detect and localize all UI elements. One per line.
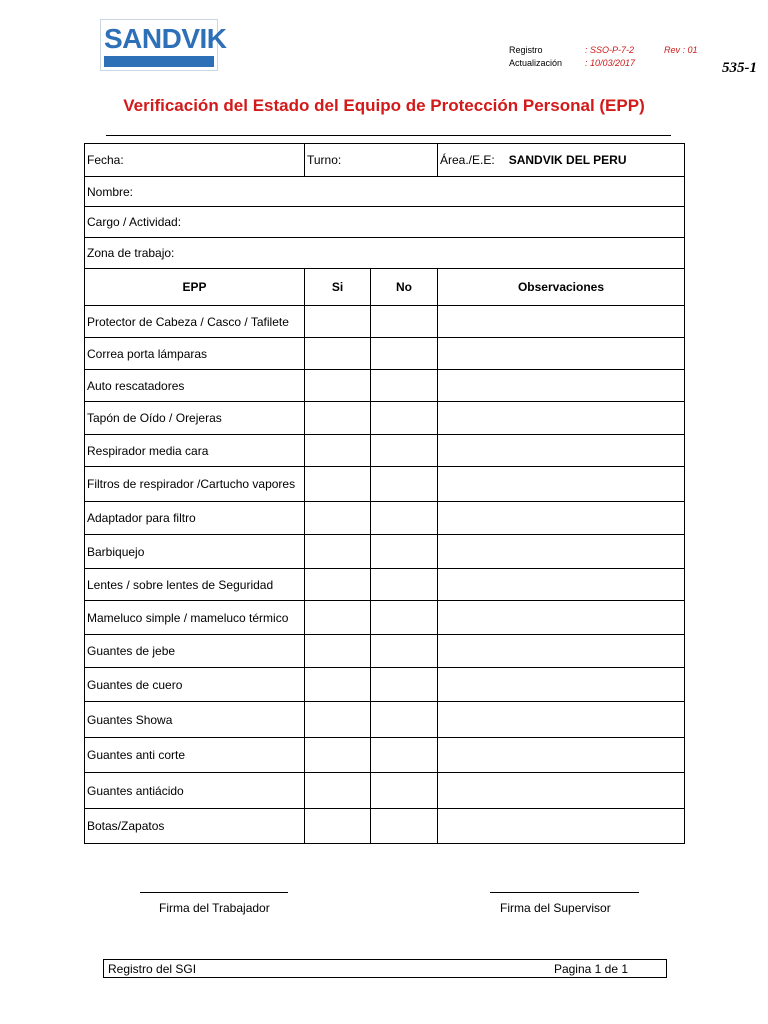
si-checkbox-cell[interactable] [305,467,371,502]
si-checkbox-cell[interactable] [305,635,371,668]
no-checkbox-cell[interactable] [371,370,438,402]
si-checkbox-cell[interactable] [305,809,371,844]
table-row [85,702,685,738]
zona-field[interactable]: Zona de trabajo: [85,238,685,269]
si-checkbox-cell[interactable] [305,702,371,738]
header-epp: EPP [85,269,305,306]
si-checkbox-cell[interactable] [305,773,371,809]
info-row [85,177,685,207]
table-row [85,338,685,370]
observaciones-cell[interactable] [438,502,685,535]
footer-page: Pagina 1 de 1 [553,962,628,976]
observaciones-cell[interactable] [438,569,685,601]
revision: Rev : 01 [664,45,698,55]
observaciones-cell[interactable] [438,338,685,370]
supervisor-signature-line [490,892,639,893]
no-checkbox-cell[interactable] [371,402,438,435]
no-checkbox-cell[interactable] [371,435,438,467]
observaciones-cell[interactable] [438,809,685,844]
no-checkbox-cell[interactable] [371,738,438,773]
page-title: Verificación del Estado del Equipo de Protección Personal (EPP) [123,96,645,115]
observaciones-cell[interactable] [438,467,685,502]
si-checkbox-cell[interactable] [305,738,371,773]
table-row [85,306,685,338]
si-checkbox-cell[interactable] [305,569,371,601]
epp-item-label: Guantes Showa [85,702,305,738]
no-checkbox-cell[interactable] [371,467,438,502]
no-checkbox-cell[interactable] [371,635,438,668]
si-checkbox-cell[interactable] [305,370,371,402]
table-row [85,635,685,668]
worker-signature-label: Firma del Trabajador [159,901,270,915]
si-checkbox-cell[interactable] [305,601,371,635]
info-row [85,238,685,269]
epp-item-label: Correa porta lámparas [85,338,305,370]
table-row [85,569,685,601]
no-checkbox-cell[interactable] [371,668,438,702]
epp-item-label: Lentes / sobre lentes de Seguridad [85,569,305,601]
observaciones-cell[interactable] [438,535,685,569]
no-checkbox-cell[interactable] [371,601,438,635]
table-row [85,502,685,535]
header-si: Si [305,269,371,306]
observaciones-cell[interactable] [438,635,685,668]
fecha-field[interactable]: Fecha: [85,144,305,177]
registro-label: Registro [509,45,543,55]
no-checkbox-cell[interactable] [371,773,438,809]
epp-item-label: Filtros de respirador /Cartucho vapores [85,467,305,502]
table-row [85,535,685,569]
si-checkbox-cell[interactable] [305,338,371,370]
footer-box [103,959,667,978]
epp-item-label: Guantes de jebe [85,635,305,668]
table-row [85,435,685,467]
registro-value: : SSO-P-7-2 [585,45,635,55]
epp-item-label: Mameluco simple / mameluco térmico [85,601,305,635]
no-checkbox-cell[interactable] [371,809,438,844]
observaciones-cell[interactable] [438,601,685,635]
observaciones-cell[interactable] [438,702,685,738]
table-row [85,738,685,773]
epp-item-label: Barbiquejo [85,535,305,569]
header-observaciones: Observaciones [438,269,685,306]
no-checkbox-cell[interactable] [371,535,438,569]
title-divider [106,135,671,136]
table-row [85,773,685,809]
si-checkbox-cell[interactable] [305,306,371,338]
observaciones-cell[interactable] [438,402,685,435]
area-field[interactable] [438,144,685,177]
document-number: 535-1 [722,60,757,76]
table-row [85,467,685,502]
epp-item-label: Respirador media cara [85,435,305,467]
si-checkbox-cell[interactable] [305,535,371,569]
sandvik-logo [100,19,227,71]
si-checkbox-cell[interactable] [305,402,371,435]
epp-item-label: Protector de Cabeza / Casco / Tafilete [85,306,305,338]
info-row [85,207,685,238]
no-checkbox-cell[interactable] [371,502,438,535]
observaciones-cell[interactable] [438,306,685,338]
info-row [85,144,685,177]
observaciones-cell[interactable] [438,435,685,467]
no-checkbox-cell[interactable] [371,569,438,601]
observaciones-cell[interactable] [438,370,685,402]
table-row [85,668,685,702]
area-value: SANDVIK DEL PERU [508,153,627,167]
table-row [85,601,685,635]
epp-item-label: Tapón de Oído / Orejeras [85,402,305,435]
area-label: Área./E.E: [440,153,495,167]
header-no: No [371,269,438,306]
no-checkbox-cell[interactable] [371,338,438,370]
epp-item-label: Auto rescatadores [85,370,305,402]
epp-form-table [84,143,685,844]
si-checkbox-cell[interactable] [305,502,371,535]
observaciones-cell[interactable] [438,738,685,773]
cargo-field[interactable]: Cargo / Actividad: [85,207,685,238]
table-header-row [85,269,685,306]
no-checkbox-cell[interactable] [371,306,438,338]
observaciones-cell[interactable] [438,773,685,809]
worker-signature-line [140,892,288,893]
table-row [85,809,685,844]
table-row [85,402,685,435]
epp-item-label: Guantes de cuero [85,668,305,702]
table-row [85,370,685,402]
nombre-field[interactable]: Nombre: [85,177,685,207]
si-checkbox-cell[interactable] [305,435,371,467]
logo-bar [104,56,214,67]
footer-left: Registro del SGI [108,962,197,976]
epp-item-label: Guantes antiácido [85,773,305,809]
epp-item-label: Guantes anti corte [85,738,305,773]
turno-field[interactable]: Turno: [305,144,438,177]
supervisor-signature-label: Firma del Supervisor [500,901,611,915]
no-checkbox-cell[interactable] [371,702,438,738]
epp-item-label: Botas/Zapatos [85,809,305,844]
actualizacion-label: Actualización [509,58,563,68]
epp-item-label: Adaptador para filtro [85,502,305,535]
observaciones-cell[interactable] [438,668,685,702]
actualizacion-value: : 10/03/2017 [585,58,636,68]
logo-text: SANDVIK [104,23,227,54]
si-checkbox-cell[interactable] [305,668,371,702]
